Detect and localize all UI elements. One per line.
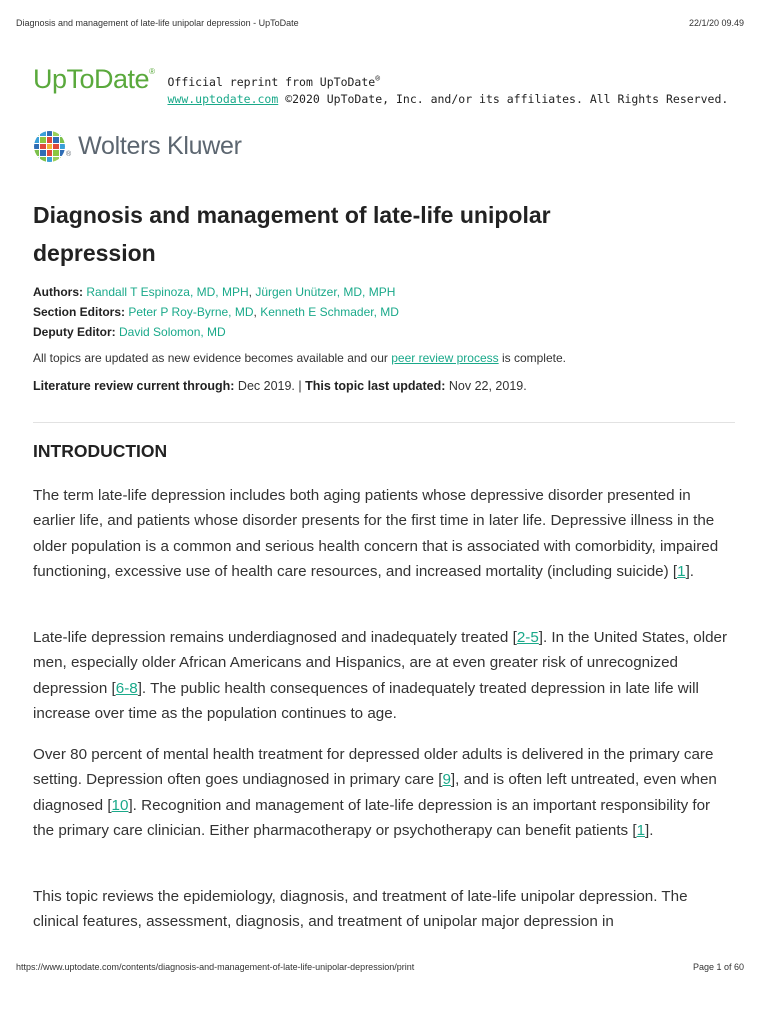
print-header (16, 18, 744, 28)
update-note: All topics are updated as new evidence becomes available and our peer review process is complete. (33, 351, 566, 365)
reprint-line: Official reprint from UpToDate (167, 74, 376, 89)
reference-link[interactable]: 9 (442, 771, 451, 789)
print-header-title: Diagnosis and management of late-life unipolar depression - UpToDate (16, 18, 299, 28)
wolters-kluwer-mosaic-icon (34, 131, 65, 162)
deputy-editor-row: Deputy Editor: David Solomon, MD (33, 325, 226, 339)
divider (33, 422, 735, 423)
copyright-text: ©2020 UpToDate, Inc. and/or its affiliates. All Rights Reserved. (278, 91, 729, 106)
reference-link[interactable]: 6-8 (115, 679, 138, 697)
article-meta (33, 282, 399, 342)
reference-link[interactable]: 1 (677, 562, 686, 580)
paragraph: This topic reviews the epidemiology, diagnosis, and treatment of late-life unipolar depression. The clinical features, assessment, diagnosis, and treatment of unipolar major depression in (33, 888, 688, 931)
print-footer (16, 962, 744, 972)
print-footer-page: Page 1 of 60 (692, 962, 744, 972)
review-dates: Literature review current through: Dec 2019. | This topic last updated: Nov 22, 2019. (33, 379, 527, 393)
paragraph: The term late-life depression includes both aging patients whose depressive disorder presented in earlier life, and patients whose disorder presents for the first time in later life. Depressive illness in the older population is a common and serious health concern that is associated with comorbidity, impaired functioning, excessive use of health care resources, and increased mortality (including suicide) [1]. (33, 487, 719, 580)
author-link[interactable]: Jürgen Unützer, MD, MPH (255, 285, 396, 299)
uptodate-site-link[interactable]: www.uptodate.com (167, 91, 279, 106)
paragraph: Over 80 percent of mental health treatment for depressed older adults is delivered in the primary care setting. Depression often goes undiagnosed in primary care [9], and is often left untreated, even when diagnosed [10]. Recognition and management of late-life depression is an important responsibility for the primary care clinician. Either pharmacotherapy or psychotherapy can benefit patients [1]. (33, 746, 717, 839)
section-editor-link[interactable]: Kenneth E Schmader, MD (260, 305, 399, 319)
authors-row: Authors: Randall T Espinoza, MD, MPH, Jürgen Unützer, MD, MPH (33, 285, 396, 299)
peer-review-link[interactable]: peer review process (391, 351, 499, 365)
reference-link[interactable]: 10 (111, 796, 129, 814)
brand-row (33, 66, 728, 108)
author-link[interactable]: Randall T Espinoza, MD, MPH (86, 285, 249, 299)
reprint-notice: Official reprint from UpToDate® www.uptodate.com ©2020 UpToDate, Inc. and/or its affiliates. All Rights Reserved. (167, 74, 729, 106)
print-header-datetime: 22/1/20 09.49 (688, 18, 744, 28)
reference-link[interactable]: 1 (636, 821, 646, 839)
uptodate-logo[interactable]: UpToDate® (33, 64, 155, 94)
wolters-kluwer-logo[interactable]: ® Wolters Kluwer (34, 131, 242, 162)
article-title: Diagnosis and management of late-life unipolar depression (33, 202, 551, 266)
section-heading: INTRODUCTION (33, 441, 168, 461)
paragraph: Late-life depression remains underdiagnosed and inadequately treated [2-5]. In the United States, older men, especially older African Americans and Hispanics, are at even greater risk of unrecognized depression [6-8]. The public health consequences of inadequately treated depression in late life will increase over time as the population continues to age. (33, 629, 728, 722)
deputy-editor-link[interactable]: David Solomon, MD (119, 325, 226, 339)
reference-link[interactable]: 2-5 (516, 629, 539, 646)
publisher-name: Wolters Kluwer (78, 132, 242, 160)
section-editor-link[interactable]: Peter P Roy-Byrne, MD (128, 305, 254, 319)
section-editors-row: Section Editors: Peter P Roy-Byrne, MD, Kenneth E Schmader, MD (33, 305, 399, 319)
print-footer-url: https://www.uptodate.com/contents/diagnosis-and-management-of-late-life-unipolar-depression/print (16, 962, 415, 972)
